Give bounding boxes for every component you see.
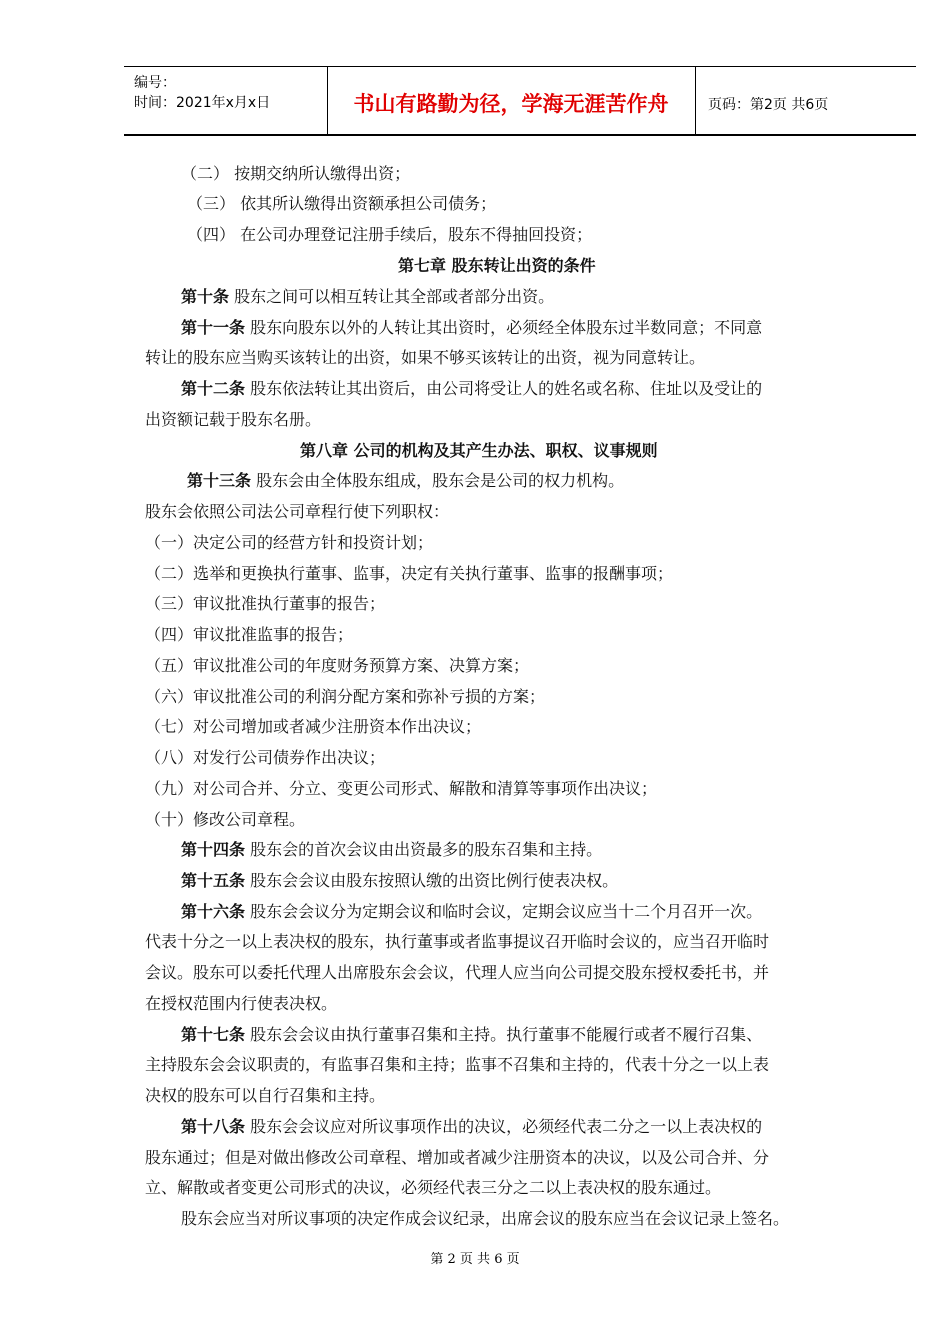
body-line (145, 1148, 769, 1168)
article-line (181, 1025, 762, 1045)
header-motto: 书山有路勤为径，学海无涯苦作舟 (353, 92, 669, 116)
body-line (145, 410, 321, 430)
header-number-label: 编号： (134, 75, 176, 91)
line-text: （七）对公司增加或者减少注册资本作出决议； (145, 717, 482, 736)
line-text: 代表十分之一以上表决权的股东，执行董事或者监事提议召开临时会议的，应当召开临时 (145, 932, 770, 951)
chapter-heading (398, 256, 596, 276)
body-line (181, 164, 410, 184)
line-text: （六）审议批准公司的利润分配方案和弥补亏损的方案； (145, 687, 546, 706)
line-text: 转让的股东应当购买该转让的出资，如果不够买该转让的出资，视为同意转让。 (145, 348, 706, 367)
line-text: 股东会会议由执行董事召集和主持。执行董事不能履行或者不履行召集、 (245, 1025, 763, 1044)
body-line (145, 1178, 721, 1198)
line-text: 会议。股东可以委托代理人出席股东会会议，代理人应当向公司提交股东授权委托书，并 (145, 963, 770, 982)
body-line (181, 1209, 789, 1229)
article-number: 第十三条 (187, 471, 252, 490)
line-text: 股东之间可以相互转让其全部或者部分出资。 (229, 287, 555, 306)
article-number: 第十七条 (181, 1025, 246, 1044)
line-text: 股东会会议由股东按照认缴的出资比例行使表决权。 (245, 871, 619, 890)
article-number: 第十八条 (181, 1117, 246, 1136)
body-line (145, 810, 305, 830)
line-text: 股东会由全体股东组成，股东会是公司的权力机构。 (251, 471, 625, 490)
line-text: （四）审议批准监事的报告； (145, 625, 354, 644)
header-top-rule (124, 66, 916, 67)
line-text: 在授权范围内行使表决权。 (145, 994, 338, 1013)
page-footer: 第 2 页 共 6 页 (430, 1252, 520, 1267)
article-number: 第十条 (181, 287, 230, 306)
line-text: （五）审议批准公司的年度财务预算方案、决算方案； (145, 656, 530, 675)
body-line (145, 932, 769, 952)
body-line (145, 687, 545, 707)
line-text: 股东依法转让其出资后，由公司将受让人的姓名或名称、住址以及受让的 (245, 379, 763, 398)
header-time-label: 时间：2021年x月x日 (134, 95, 271, 111)
header-divider-right (695, 66, 696, 136)
line-text: （三） 依其所认缴得出资额承担公司债务； (187, 194, 497, 213)
article-line (181, 287, 554, 307)
body-line (145, 963, 769, 983)
article-number: 第十五条 (181, 871, 246, 890)
line-text: 第八章 公司的机构及其产生办法、职权、议事规则 (300, 441, 658, 460)
body-line (145, 779, 657, 799)
body-line (145, 748, 385, 768)
article-line (181, 379, 762, 399)
line-text: 出资额记载于股东名册。 (145, 410, 322, 429)
line-text: （九）对公司合并、分立、变更公司形式、解散和清算等事项作出决议； (145, 779, 658, 798)
body-line (145, 994, 337, 1014)
body-line (145, 1055, 769, 1075)
line-text: 主持股东会会议职责的，有监事召集和主持；监事不召集和主持的，代表十分之一以上表 (145, 1055, 770, 1074)
article-line (187, 471, 624, 491)
article-line (181, 902, 762, 922)
body-line (145, 502, 449, 522)
article-line (181, 840, 602, 860)
line-text: （八）对发行公司债券作出决议； (145, 748, 386, 767)
body-line (145, 564, 673, 584)
line-text: 股东会的首次会议由出资最多的股东召集和主持。 (245, 840, 603, 859)
header-bottom-rule (124, 134, 916, 136)
body-line (145, 717, 481, 737)
article-number: 第十六条 (181, 902, 246, 921)
line-text: 股东通过；但是对做出修改公司章程、增加或者减少注册资本的决议，以及公司合并、分 (145, 1148, 770, 1167)
body-line (145, 348, 705, 368)
line-text: 决权的股东可以自行召集和主持。 (145, 1086, 386, 1105)
body-line (145, 594, 385, 614)
line-text: （十）修改公司章程。 (145, 810, 306, 829)
body-line (145, 533, 433, 553)
article-number: 第十一条 (181, 318, 246, 337)
body-line (145, 625, 353, 645)
line-text: （四） 在公司办理登记注册手续后，股东不得抽回投资； (187, 225, 593, 244)
header-page-info: 页码：第2页 共6页 (708, 97, 829, 113)
line-text: 股东会会议分为定期会议和临时会议，定期会议应当十二个月召开一次。 (245, 902, 763, 921)
article-number: 第十二条 (181, 379, 246, 398)
body-line (145, 1086, 385, 1106)
article-line (181, 871, 618, 891)
line-text: 立、解散或者变更公司形式的决议，必须经代表三分之二以上表决权的股东通过。 (145, 1178, 722, 1197)
line-text: （三）审议批准执行董事的报告； (145, 594, 386, 613)
chapter-heading (300, 441, 658, 461)
article-line (181, 1117, 762, 1137)
line-text: （二）选举和更换执行董事、监事，决定有关执行董事、监事的报酬事项； (145, 564, 674, 583)
article-number: 第十四条 (181, 840, 246, 859)
line-text: 股东会会议应对所议事项作出的决议，必须经代表二分之一以上表决权的 (245, 1117, 763, 1136)
page-header (124, 66, 916, 136)
body-line (145, 656, 529, 676)
line-text: 股东会应当对所议事项的决定作成会议纪录，出席会议的股东应当在会议记录上签名。 (181, 1209, 790, 1228)
line-text: （一）决定公司的经营方针和投资计划； (145, 533, 434, 552)
line-text: （二） 按期交纳所认缴得出资； (181, 164, 411, 183)
line-text: 股东会依照公司法公司章程行使下列职权： (145, 502, 450, 521)
body-line (187, 194, 496, 214)
line-text: 第七章 股东转让出资的条件 (398, 256, 596, 275)
article-line (181, 318, 762, 338)
body-line (187, 225, 592, 245)
line-text: 股东向股东以外的人转让其出资时，必须经全体股东过半数同意；不同意 (245, 318, 763, 337)
